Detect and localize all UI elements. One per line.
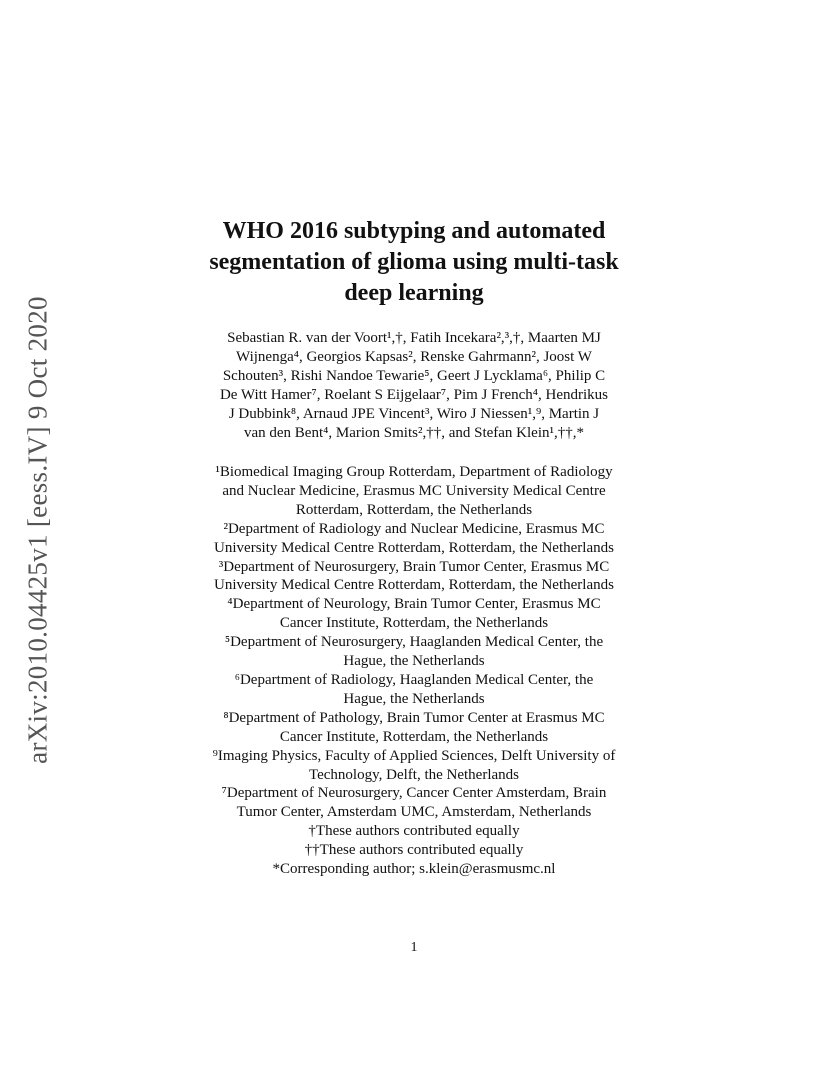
affiliation-line: Cancer Institute, Rotterdam, the Netherlands	[279, 615, 549, 632]
affiliation-line: ⁸Department of Pathology, Brain Tumor Center at Erasmus MC	[223, 709, 605, 726]
title-block	[160, 216, 668, 879]
affiliation-line: ⁷Department of Neurosurgery, Cancer Center Amsterdam, Brain	[221, 785, 607, 802]
arxiv-side-stamp: arXiv:2010.04425v1 [eess.IV] 9 Oct 2020	[22, 296, 53, 764]
affiliation-line: Cancer Institute, Rotterdam, the Netherlands	[279, 728, 549, 745]
affiliation-line: Tumor Center, Amsterdam UMC, Amsterdam, Netherlands	[236, 804, 592, 821]
title-line: WHO 2016 subtyping and automated	[222, 218, 606, 244]
author-line: van den Bent⁴, Marion Smits²,††, and Stefan Klein¹,††,*	[243, 425, 584, 441]
title-line: deep learning	[344, 280, 484, 306]
author-line: Sebastian R. van der Voort¹,†, Fatih Incekara²,³,†, Maarten MJ	[227, 330, 601, 346]
author-line: J Dubbink⁸, Arnaud JPE Vincent³, Wiro J Niessen¹,⁹, Martin J	[228, 406, 600, 422]
affiliation-line: ⁹Imaging Physics, Faculty of Applied Sciences, Delft University of	[212, 747, 616, 764]
affiliation-line: and Nuclear Medicine, Erasmus MC University Medical Centre	[222, 482, 606, 499]
author-line: Wijnenga⁴, Georgios Kapsas², Renske Gahrmann², Joost W	[236, 349, 592, 365]
affiliation-line: Technology, Delft, the Netherlands	[309, 766, 519, 783]
affiliation-line: ¹Biomedical Imaging Group Rotterdam, Department of Radiology	[215, 464, 613, 480]
affiliation-line: Hague, the Netherlands	[343, 653, 485, 670]
equal-contribution-note: †These authors contributed equally	[308, 823, 520, 840]
corresponding-author-note: *Corresponding author; s.klein@erasmusmc.nl	[272, 861, 556, 878]
affiliation-line: ⁵Department of Neurosurgery, Haaglanden Medical Center, the	[224, 634, 604, 651]
affiliation-list	[160, 463, 668, 879]
affiliation-line: Hague, the Netherlands	[343, 690, 485, 707]
affiliation-line: ²Department of Radiology and Nuclear Medicine, Erasmus MC	[223, 520, 605, 537]
equal-contribution-note: ††These authors contributed equally	[304, 842, 524, 859]
affiliation-line: ⁶Department of Radiology, Haaglanden Medical Center, the	[234, 671, 594, 688]
paper-title	[160, 216, 668, 309]
affiliation-line: ³Department of Neurosurgery, Brain Tumor Center, Erasmus MC	[218, 558, 610, 575]
author-list	[160, 329, 668, 443]
title-line: segmentation of glioma using multi-task	[209, 249, 619, 275]
affiliation-line: ⁴Department of Neurology, Brain Tumor Center, Erasmus MC	[227, 596, 601, 613]
affiliation-line: University Medical Centre Rotterdam, Rotterdam, the Netherlands	[214, 539, 614, 556]
author-line: De Witt Hamer⁷, Roelant S Eijgelaar⁷, Pim J French⁴, Hendrikus	[219, 387, 609, 403]
affiliation-line: University Medical Centre Rotterdam, Rotterdam, the Netherlands	[214, 577, 614, 594]
author-line: Schouten³, Rishi Nandoe Tewarie⁵, Geert J Lycklama⁶, Philip C	[222, 368, 606, 384]
page-number: 1	[410, 940, 418, 955]
affiliation-line: Rotterdam, Rotterdam, the Netherlands	[295, 501, 533, 518]
